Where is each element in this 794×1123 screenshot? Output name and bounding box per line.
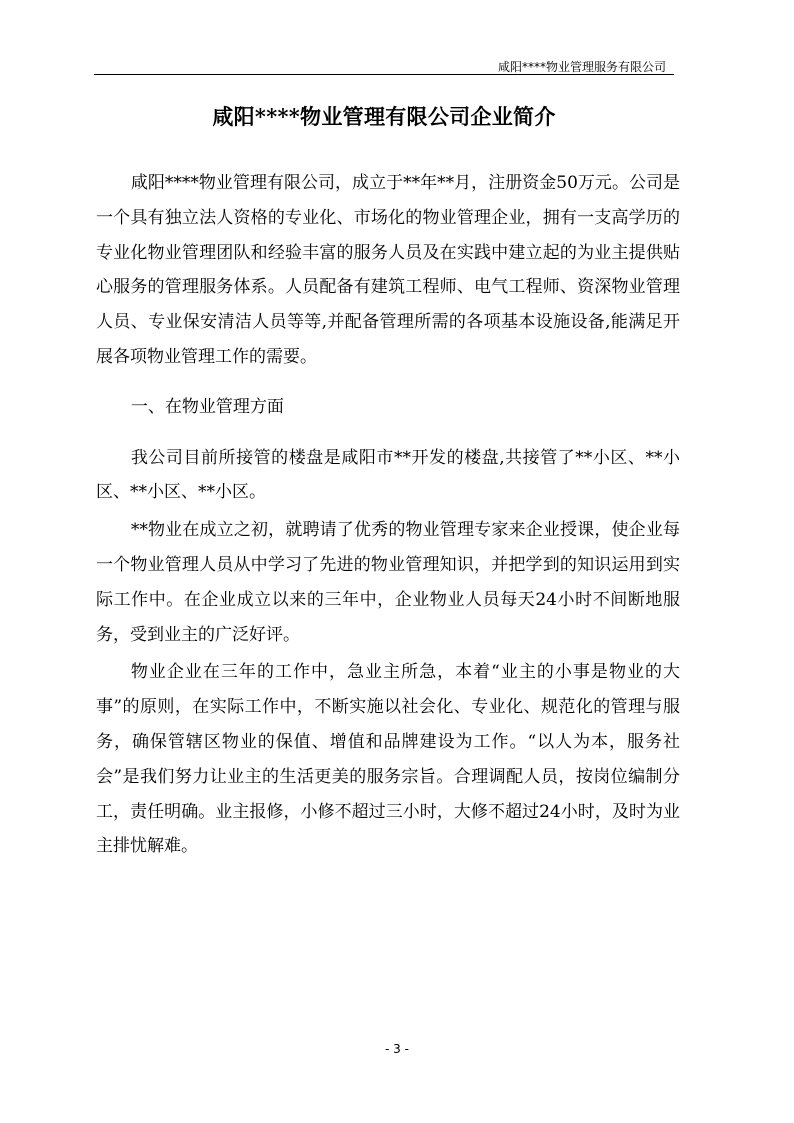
running-header: 咸阳****物业管理服务有限公司 bbox=[497, 60, 666, 74]
document-title: 咸阳****物业管理有限公司企业简介 bbox=[212, 104, 556, 129]
header-divider bbox=[94, 74, 674, 75]
section-heading: 一、在物业管理方面 bbox=[130, 396, 284, 417]
document-body bbox=[96, 166, 680, 864]
properties-paragraph: 我公司目前所接管的楼盘是咸阳市**开发的楼盘,共接管了**小区、**小区、**小区、**小区。 bbox=[96, 447, 680, 503]
page-number: - 3 - bbox=[385, 1042, 409, 1056]
training-paragraph: **物业在成立之初，就聘请了优秀的物业管理专家来企业授课，使企业每一个物业管理人员从中学习了先进的物业管理知识，并把学到的知识运用到实际工作中。在企业成立以来的三年中，企业物业人员每天24小时不间断地服务，受到业主的广泛好评。 bbox=[96, 520, 680, 645]
service-paragraph: 物业企业在三年的工作中，急业主所急，本着“业主的小事是物业的大事”的原则，在实际工作中，不断实施以社会化、专业化、规范化的管理与服务，确保管辖区物业的保值、增值和品牌建设为工作。“以人为本，服务社会”是我们努力让业主的生活更美的服务宗旨。合理调配人员，按岗位编制分工，责任明确。业主报修，小修不超过三小时，大修不超过24小时，及时为业主排忧解难。 bbox=[96, 662, 680, 857]
intro-paragraph: 咸阳****物业管理有限公司，成立于**年**月，注册资金50万元。公司是一个具有独立法人资格的专业化、市场化的物业管理企业，拥有一支高学历的专业化物业管理团队和经验丰富的服务人员及在实践中建立起的为业主提供贴心服务的管理服务体系。人员配备有建筑工程师、电气工程师、资深物业管理人员、专业保安清洁人员等等,并配备管理所需的各项基本设施设备,能满足开展各项物业管理工作的需要。 bbox=[96, 173, 680, 367]
